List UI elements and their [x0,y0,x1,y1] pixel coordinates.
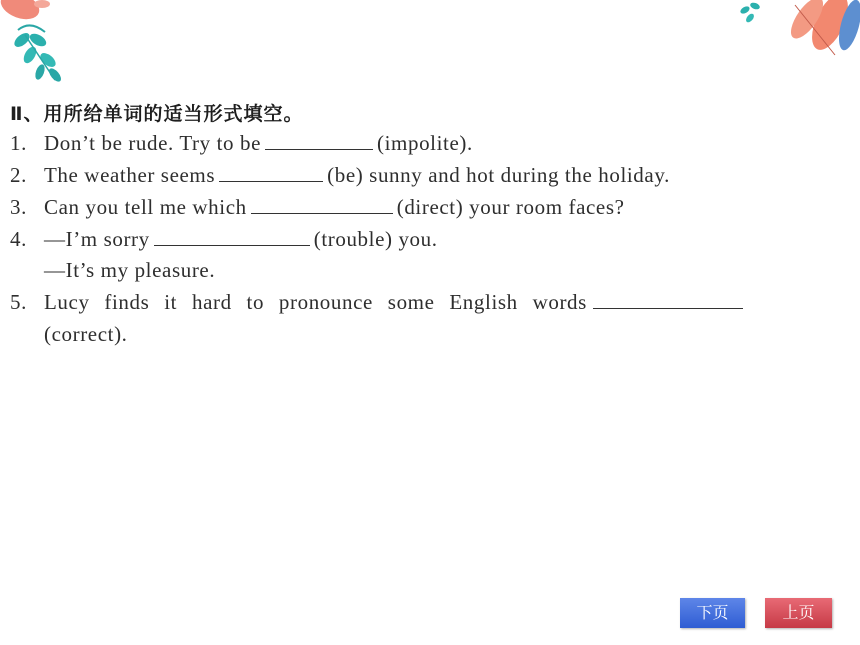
question-text: Can you tell me which [44,195,247,219]
question-number: 4. [10,227,27,251]
question-hint: (trouble) you. [313,227,438,251]
question-1 [10,131,473,156]
question-5-hint: (correct). [44,322,128,346]
answer-blank[interactable] [154,227,310,246]
leaf-decoration-right [735,0,860,70]
answer-blank[interactable] [251,195,393,214]
leaf-decoration-left [0,0,90,90]
answer-blank[interactable] [593,290,743,309]
question-3 [10,195,625,220]
question-text: Lucy finds it hard to pronounce some English words [44,290,587,314]
question-number: 1. [10,131,27,155]
question-hint: (be) sunny and hot during the holiday. [327,163,670,187]
question-2 [10,163,670,188]
question-hint: (impolite). [377,131,473,155]
question-text: The weather seems [44,163,216,187]
question-number: 3. [10,195,27,219]
question-text: Don’t be rude. Try to be [44,131,262,155]
question-5 [10,290,747,315]
answer-blank[interactable] [219,163,323,182]
question-hint: (direct) your room faces? [396,195,625,219]
next-page-button[interactable]: 下页 [680,598,745,628]
question-text: —I’m sorry [44,227,150,251]
previous-page-button[interactable]: 上页 [765,598,832,628]
section-heading: Ⅱ、用所给单词的适当形式填空。 [10,103,304,125]
answer-blank[interactable] [265,131,373,150]
question-number: 2. [10,163,27,187]
question-4-reply: —It’s my pleasure. [44,258,216,282]
question-4 [10,227,438,252]
question-number: 5. [10,290,27,314]
